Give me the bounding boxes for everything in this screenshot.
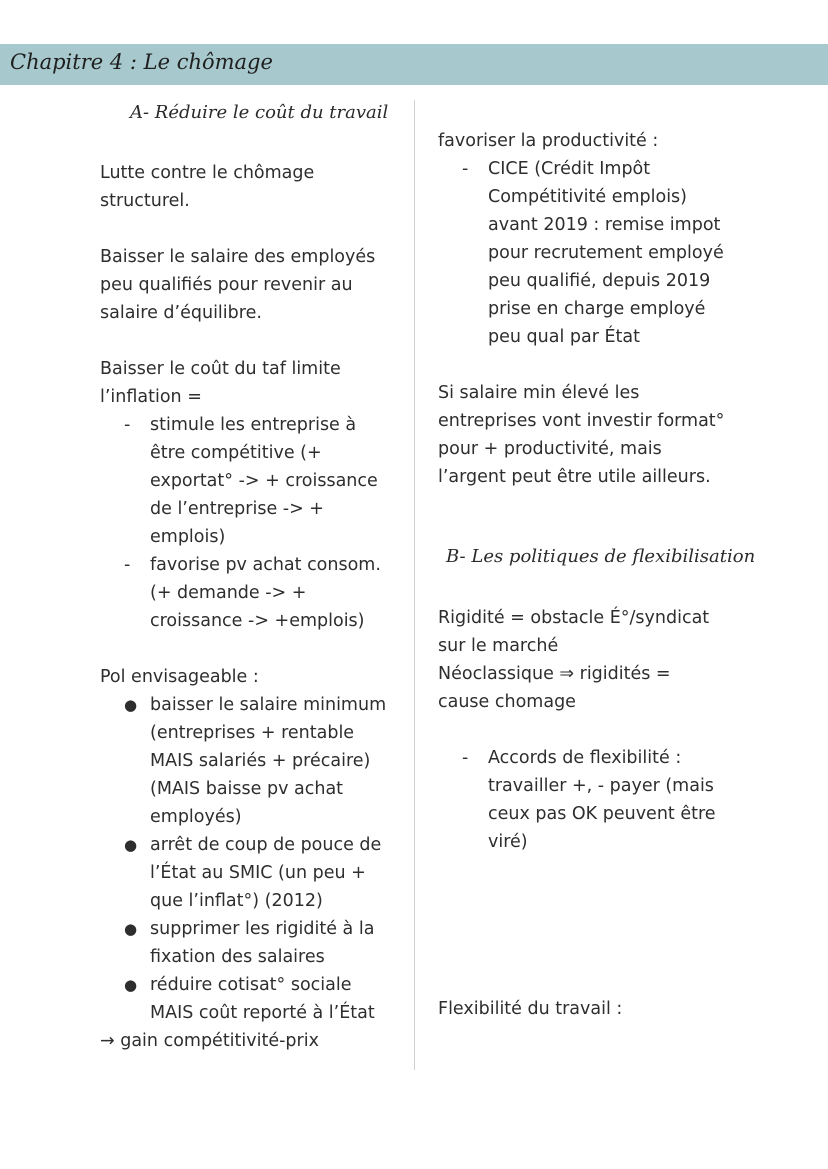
list-item [100,411,390,551]
dash-list [100,411,400,635]
list-item-text: baisser le salaire minimum (entreprises + rentable MAIS salariés + précaire) (MAIS baisse pv achat employés) [150,695,387,827]
list-item-text: stimule les entreprise à être compétitive (+ exportat° -> + croissance de l’entreprise -> + emplois) [150,415,378,547]
paragraph: Lutte contre le chômage structurel. [100,163,315,211]
column-divider [414,100,415,1070]
paragraph: Si salaire min élevé les entreprises vont investir format° pour + productivité, mais l’argent peut être utile ailleurs. [438,383,725,487]
dash-marker: - [124,415,131,435]
dash-list [438,744,738,856]
list-item-text: réduire cotisat° sociale MAIS coût reporté à l’État [150,975,375,1023]
bullet-marker: ● [124,976,138,994]
list-item-text: CICE (Crédit Impôt Compétitivité emplois) avant 2019 : remise impot pour recrutement employé peu qualifié, depuis 2019 prise en charge employé peu qual par État [488,159,724,347]
bullet-marker: ● [124,920,138,938]
list-item [438,155,728,351]
list-item [438,744,733,856]
bullet-marker: ● [124,836,138,854]
list-item [100,691,390,831]
section-a-title: A- Réduire le coût du travail [130,102,389,123]
left-column [100,159,400,1055]
conclusion: → gain compétitivité-prix [100,1031,319,1051]
list-item-text: favorise pv achat consom. (+ demande -> + croissance -> +emplois) [150,555,381,631]
list-item-text: supprimer les rigidité à la fixation des salaires [150,919,375,967]
right-column-top [438,127,738,491]
list-item [100,551,400,635]
section-b-title: B- Les politiques de flexibilisation [446,546,756,567]
dash-marker: - [124,555,131,575]
chapter-title: Chapitre 4 : Le chômage [10,50,273,74]
paragraph: Baisser le coût du taf limite l’inflation = [100,359,341,407]
list-item [100,915,400,971]
list-item [100,831,390,915]
list-item [100,971,400,1027]
paragraph: Néoclassique ⇒ rigidités = cause chomage [438,664,671,712]
paragraph: Baisser le salaire des employés peu qualifiés pour revenir au salaire d’équilibre. [100,247,376,323]
section-b-body [438,604,738,856]
dash-marker: - [462,159,469,179]
paragraph: Rigidité = obstacle É°/syndicat sur le marché [438,608,710,656]
bullet-marker: ● [124,696,138,714]
dash-marker: - [462,748,469,768]
list-item-text: Accords de flexibilité : travailler +, - payer (mais ceux pas OK peuvent être viré) [488,748,716,852]
dash-list [438,155,738,351]
paragraph: Flexibilité du travail : [438,999,623,1019]
list-item-text: arrêt de coup de pouce de l’État au SMIC (un peu + que l’inflat°) (2012) [150,835,382,911]
paragraph: favoriser la productivité : [438,131,659,151]
paragraph: Pol envisageable : [100,667,259,687]
bullet-list [100,691,400,1027]
